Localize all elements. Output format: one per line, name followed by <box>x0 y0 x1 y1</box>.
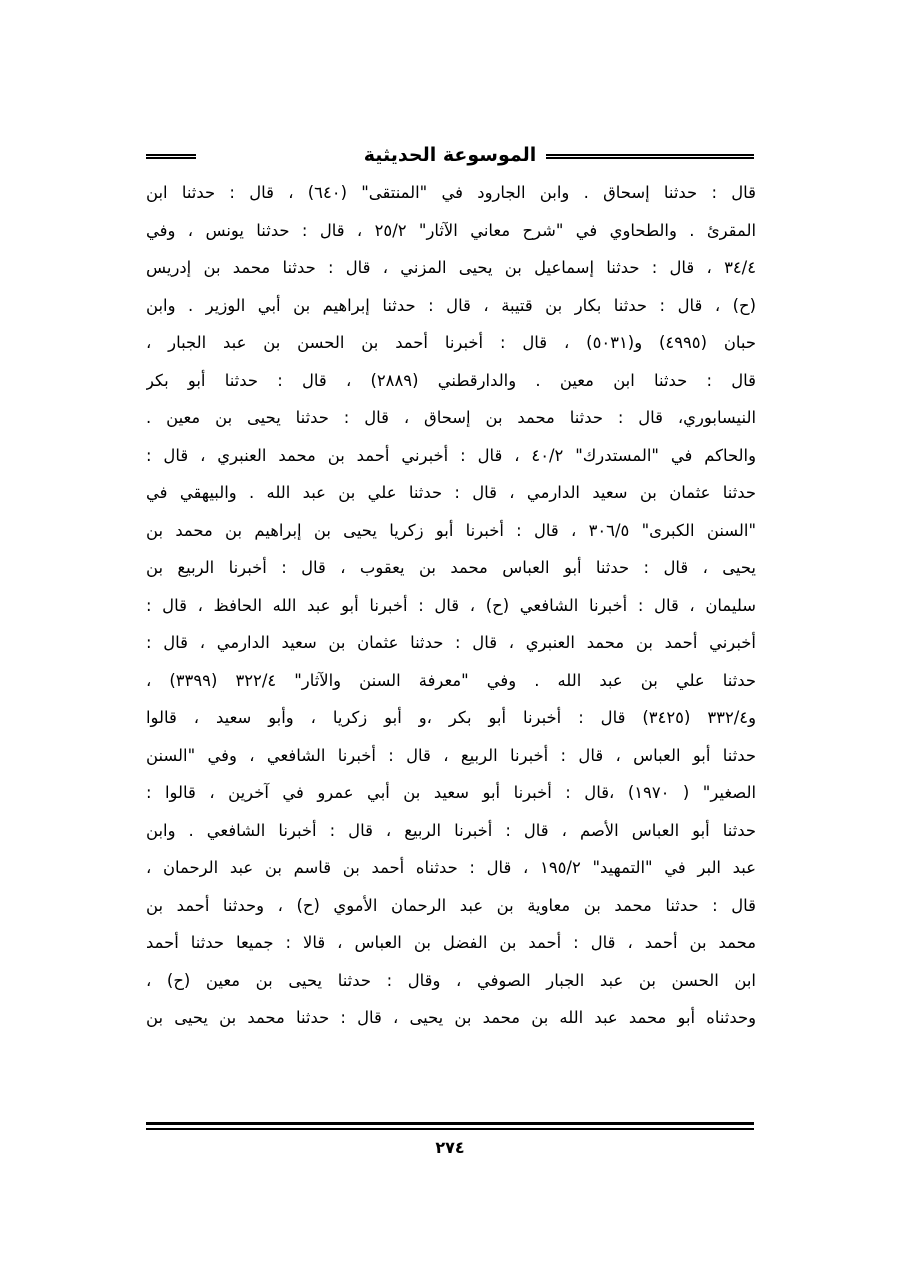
text-line: محمد بن أحمد ، قال : أحمد بن الفضل بن العباس ، قالا : جميعا حدثنا أحمد <box>146 933 756 952</box>
text-line: أخبرني أحمد بن محمد العنبري ، قال : حدثنا عثمان بن سعيد الدارمي ، قال : <box>146 633 756 652</box>
text-line: قال : حدثنا محمد بن معاوية بن عبد الرحمان الأموي (ح) ، وحدثنا أحمد بن <box>146 895 756 915</box>
text-line: و٣٣٢/٤ (٣٤٢٥) قال : أخبرنا أبو بكر ،و أبو زكريا ، وأبو سعيد ، قالوا <box>146 708 756 727</box>
page-header <box>146 140 754 172</box>
text-line: (ح) ، قال : حدثنا بكار بن قتيبة ، قال : حدثنا إبراهيم بن أبي الوزير . وابن <box>146 295 756 315</box>
footer-rule <box>146 1122 754 1133</box>
footer-rule-bottom <box>146 1128 754 1130</box>
text-line: حدثنا علي بن عبد الله . وفي "معرفة السنن والآثار" ٣٢٢/٤ (٣٣٩٩) ، <box>146 670 756 690</box>
footer-rule-top <box>146 1122 754 1125</box>
header-title-wrap <box>146 140 754 170</box>
text-line: وحدثناه أبو محمد عبد الله بن محمد بن يحيى ، قال : حدثنا محمد بن يحيى بن <box>146 1008 756 1027</box>
text-line: "السنن الكبرى" ٣٠٦/٥ ، قال : أخبرنا أبو زكريا يحيى بن إبراهيم بن محمد بن <box>146 520 756 540</box>
text-line: المقرئ . والطحاوي في "شرح معاني الآثار" ٢٥/٢ ، قال : حدثنا يونس ، وفي <box>146 220 756 240</box>
text-line: الصغير" ( ١٩٧٠) ،قال : أخبرنا أبو سعيد بن أبي عمرو في آخرين ، قالوا : <box>146 783 756 802</box>
text-line: النيسابوري، قال : حدثنا محمد بن إسحاق ، قال : حدثنا يحيى بن معين . <box>146 408 756 427</box>
text-line: حدثنا أبو العباس ، قال : أخبرنا الربيع ، قال : أخبرنا الشافعي ، وفي "السنن <box>146 745 756 765</box>
text-line: والحاكم في "المستدرك" ٤٠/٢ ، قال : أخبرني أحمد بن محمد العنبري ، قال : <box>146 445 756 465</box>
text-line: قال : حدثنا إسحاق . وابن الجارود في "المنتقى" (٦٤٠) ، قال : حدثنا ابن <box>146 183 756 202</box>
body-text <box>146 174 756 1037</box>
text-line: ٣٤/٤ ، قال : حدثنا إسماعيل بن يحيى المزني ، قال : حدثنا محمد بن إدريس <box>146 258 756 277</box>
text-line: سليمان ، قال : أخبرنا الشافعي (ح) ، قال : أخبرنا أبو عبد الله الحافظ ، قال : <box>146 595 756 615</box>
text-line: حدثنا عثمان بن سعيد الدارمي ، قال : حدثنا علي بن عبد الله . والبيهقي في <box>146 483 756 502</box>
text-line: قال : حدثنا ابن معين . والدارقطني (٢٨٨٩) ، قال : حدثنا أبو بكر <box>146 370 756 390</box>
page-title: الموسوعة الحديثية <box>354 144 547 166</box>
page-number: ٢٧٤ <box>435 1138 465 1157</box>
text-line: حدثنا أبو العباس الأصم ، قال : أخبرنا الربيع ، قال : أخبرنا الشافعي . وابن <box>146 820 756 840</box>
text-line: عبد البر في "التمهيد" ١٩٥/٢ ، قال : حدثناه أحمد بن قاسم بن عبد الرحمان ، <box>146 858 756 877</box>
text-line: يحيى ، قال : حدثنا أبو العباس محمد بن يعقوب ، قال : أخبرنا الربيع بن <box>146 558 756 577</box>
text-line: حبان (٤٩٩٥) و(٥٠٣١) ، قال : أخبرنا أحمد بن الحسن بن عبد الجبار ، <box>146 333 756 352</box>
text-line: ابن الحسن بن عبد الجبار الصوفي ، وقال : حدثنا يحيى بن معين (ح) ، <box>146 970 756 990</box>
